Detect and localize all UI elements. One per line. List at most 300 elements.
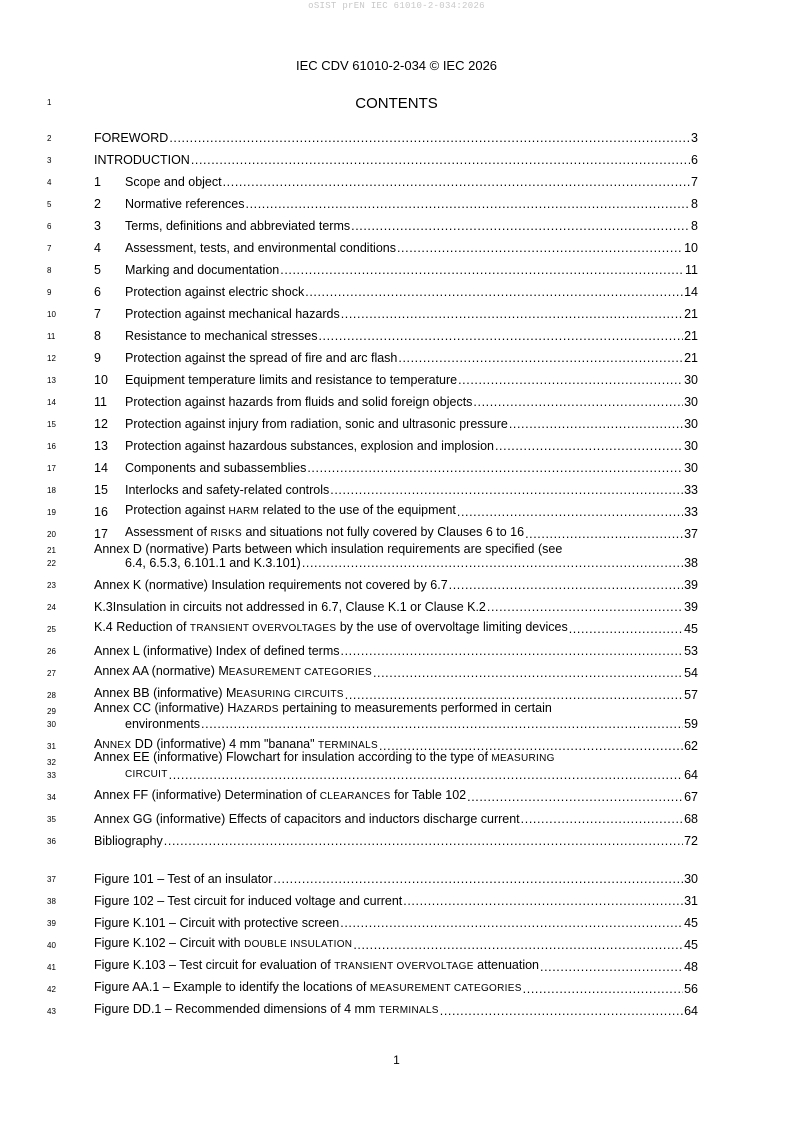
toc-entry-content [94,417,698,431]
toc-entry[interactable] [0,367,793,389]
toc-entry[interactable] [0,213,793,235]
toc-entry-label [125,556,301,570]
toc-entry-label [94,894,402,908]
entry-text: for Table 102 [390,788,467,802]
toc-entry[interactable] [0,125,793,147]
clause-number: 11 [94,395,107,409]
page-reference: 39 [684,578,698,592]
clause-number: 6 [94,285,101,299]
toc-entry-label [94,872,272,886]
toc-entry-label [125,307,340,321]
toc-entry[interactable] [0,888,793,910]
toc-entry[interactable] [0,660,793,682]
line-number: 42 [47,985,56,994]
line-number: 32 [47,758,56,767]
toc-entry-line [94,285,698,299]
toc-entry-line [94,1002,698,1018]
entry-text: Annex FF (informative) Determination of [94,788,320,802]
page-reference: 33 [684,483,698,497]
toc-entry[interactable] [0,345,793,367]
dot-leader [458,373,683,387]
defined-term: TRANSIENT OVERVOLTAGES [189,623,337,634]
dot-leader [345,688,683,702]
toc-entry-content [94,461,698,475]
toc-entry-line [94,307,698,321]
dot-leader [341,307,683,321]
entry-text: Annex CC (informative) H [94,701,237,715]
line-number: 9 [47,288,52,297]
toc-entry-content [94,916,698,930]
toc-entry[interactable] [0,701,793,733]
page-reference: 67 [684,790,698,804]
line-number: 2 [47,134,52,143]
toc-entry-content [94,664,698,680]
toc-entry[interactable] [0,594,793,616]
page-reference: 64 [684,1004,698,1018]
line-number: 6 [47,222,52,231]
page-reference: 30 [684,373,698,387]
entry-text: pertaining to measurements performed in certain [278,701,552,715]
toc-entry-label [125,395,472,409]
toc-entry-label [94,644,340,658]
toc-entry-line [94,373,698,387]
dot-leader [467,790,683,804]
toc-entry-label [125,503,456,519]
entry-text: Bibliography [94,834,163,848]
toc-entry[interactable] [0,638,793,660]
clause-number: 2 [94,197,101,211]
toc-entry-label [125,263,279,277]
defined-term: HARM [228,506,260,517]
toc-entry[interactable] [0,455,793,477]
toc-entry-line [94,894,698,908]
entry-text: Annex L (informative) Index of defined terms [94,644,340,658]
defined-term: TERMINALS [378,1005,439,1016]
toc-entry-line [94,812,698,826]
page-reference: 8 [691,197,698,211]
toc-entry[interactable] [0,784,793,806]
page-reference: 8 [691,219,698,233]
entry-text: Figure 102 – Test circuit for induced voltage and current [94,894,403,908]
toc-entry-line [94,503,698,519]
toc-entry-line [94,600,698,614]
line-number: 18 [47,486,56,495]
line-number: 35 [47,815,56,824]
toc-entry-content [94,894,698,908]
toc-entry-label [94,620,568,636]
line-number: 22 [47,559,56,568]
toc-entry-label [94,958,539,974]
entry-text: Annex AA (normative) M [94,664,229,678]
entry-text: attenuation [473,958,540,972]
line-number: 5 [47,200,52,209]
dot-leader [341,644,684,658]
page-reference: 10 [684,241,698,255]
defined-term: RISKS [210,528,242,539]
toc-entry-line [94,483,698,497]
entry-text: related to the use of the equipment [259,503,456,517]
page-reference: 57 [684,688,698,702]
dot-leader [449,578,683,592]
dot-leader [487,600,683,614]
toc-entry-label [125,483,329,497]
toc-entry-content [94,620,698,636]
dot-leader [440,1004,683,1018]
entry-text: Annex GG (informative) Effects of capacitors and inductors discharge current [94,812,520,826]
entry-text: environments [125,717,201,731]
toc-entry[interactable] [0,477,793,499]
dot-leader [540,960,683,974]
entry-text: Equipment temperature limits and resistance to temperature [125,373,458,387]
line-number: 39 [47,919,56,928]
entry-text: by the use of overvoltage limiting devices [336,620,568,634]
page-reference: 68 [684,812,698,826]
line-number: 12 [47,354,56,363]
toc-entry-content [94,219,698,233]
dot-leader [398,351,683,365]
toc-entry-content [94,834,698,848]
toc-entry[interactable] [0,910,793,932]
toc-entry-content [94,351,698,365]
page-reference: 30 [684,872,698,886]
page-reference: 30 [684,439,698,453]
toc-entry-line [94,241,698,255]
toc-entry-label [94,131,168,145]
line-number: 16 [47,442,56,451]
toc-entry-line [94,872,698,886]
toc-entry[interactable] [0,323,793,345]
dot-leader [457,505,683,519]
clause-number: 16 [94,505,108,519]
line-number: 30 [47,720,56,729]
defined-term: AZARDS [236,704,279,715]
entry-text: Figure K.103 – Test circuit for evaluation of [94,958,335,972]
toc-entry-line [94,329,698,343]
entry-text: Annex D (normative) Parts between which insulation requirements are specified (see [94,542,563,556]
toc-entry-content [94,578,698,592]
toc-entry-content [94,872,698,886]
entry-text: Protection against electric shock [125,285,305,299]
dot-leader [280,263,684,277]
page-reference: 21 [684,351,698,365]
clause-number: 15 [94,483,108,497]
entry-text: K.4 Reduction of [94,620,190,634]
toc-entry-line [94,936,698,952]
toc-entry-line [94,395,698,409]
toc-entry[interactable] [0,954,793,976]
dot-leader [473,395,683,409]
line-number: 37 [47,875,56,884]
toc-entry-content [94,395,698,409]
entry-text: Assessment, tests, and environmental conditions [125,241,396,255]
page-reference: 62 [684,739,698,753]
toc-entry-label [125,439,494,453]
toc-entry-content [94,936,698,952]
toc-entry-label [94,936,352,952]
toc-entry-content [94,175,698,189]
page-reference: 45 [684,938,698,952]
toc-entry-first-line [94,701,698,717]
toc-entry[interactable] [0,191,793,213]
dot-leader [201,717,683,731]
page-reference: 37 [684,527,698,541]
toc-entry-content [94,197,698,211]
line-number: 36 [47,837,56,846]
line-number: 14 [47,398,56,407]
toc-entry-content [94,263,698,277]
toc-entry[interactable] [0,543,793,572]
page-reference: 45 [684,622,698,636]
page-reference: 11 [685,263,698,277]
toc-entry[interactable] [0,389,793,411]
clause-number: 8 [94,329,101,343]
page-reference: 30 [684,417,698,431]
toc-entry[interactable] [0,147,793,169]
toc-entry[interactable] [0,616,793,638]
toc-entry-line [94,664,698,680]
toc-entry[interactable] [0,169,793,191]
entry-text: INTRODUCTION [94,153,190,167]
dot-leader [169,131,690,145]
dot-leader [495,439,683,453]
toc-entry-line [94,620,698,636]
toc-entry-line [94,219,698,233]
page-number: 1 [393,1053,400,1067]
dot-leader [373,666,683,680]
page-reference: 54 [684,666,698,680]
toc-entry-line [94,461,698,475]
dot-leader [397,241,683,255]
toc-entry-label [125,717,200,731]
line-number: 31 [47,742,56,751]
toc-entry-content [94,483,698,497]
defined-term: EASUREMENT CATEGORIES [228,667,372,678]
page-reference: 64 [684,768,698,782]
page-reference: 59 [684,717,698,731]
page-reference: 14 [684,285,698,299]
page-reference: 38 [684,556,698,570]
page-reference: 30 [684,395,698,409]
dot-leader [569,622,683,636]
toc-entry[interactable] [0,750,793,784]
line-number: 7 [47,244,52,253]
toc-entry-label [94,916,339,930]
page-reference: 53 [684,644,698,658]
toc-entry[interactable] [0,976,793,998]
toc-entry-label [94,1002,439,1018]
line-number: 13 [47,376,56,385]
toc-entry-label [94,812,520,826]
line-number: 20 [47,530,56,539]
toc-entry-content [94,542,698,570]
line-number: 27 [47,669,56,678]
line-number: 34 [47,793,56,802]
toc-entry-label [125,175,222,189]
clause-number: 10 [94,373,108,387]
toc-entry-label [125,219,350,233]
line-number: 40 [47,941,56,950]
toc-entry-content [94,373,698,387]
toc-entry[interactable] [0,806,793,828]
defined-term: TRANSIENT OVERVOLTAGE [334,961,474,972]
toc-entry-line [94,834,698,848]
entry-text: Protection against injury from radiation, sonic and ultrasonic pressure [125,417,508,431]
toc-entry[interactable] [0,301,793,323]
clause-number: 7 [94,307,101,321]
toc-entry[interactable] [0,235,793,257]
toc-entry-line [94,556,698,570]
toc-entry-first-line [94,750,698,766]
toc-entry-label [125,329,317,343]
toc-entry-content [94,241,698,255]
toc-entry-label [94,664,372,680]
toc-entry-content [94,153,698,167]
toc-entry-line [94,153,698,167]
entry-text: Assessment of [125,525,211,539]
toc-entry[interactable] [0,499,793,521]
toc-entry-line [94,958,698,974]
entry-text: DD (informative) 4 mm "banana" [131,737,319,751]
page-reference: 21 [684,329,698,343]
dot-leader [246,197,691,211]
toc-entry-content [94,131,698,145]
page-reference: 30 [684,461,698,475]
entry-text: and situations not fully covered by Clauses 6 to 16 [241,525,525,539]
dot-leader [353,938,683,952]
toc-entry-line [94,686,698,702]
toc-entry-content [94,644,698,658]
line-number: 26 [47,647,56,656]
toc-entry-content [94,285,698,299]
dot-leader [191,153,690,167]
toc-entry-label [125,461,306,475]
dot-leader [351,219,690,233]
defined-term: DOUBLE INSULATION [244,939,353,950]
entry-text: K.3Insulation in circuits not addressed in 6.7, Clause K.1 or Clause K.2 [94,600,486,614]
entry-text: Marking and documentation [125,263,280,277]
toc-entry-label [94,834,163,848]
dot-leader [169,768,683,782]
toc-entry-content [94,812,698,826]
toc-entry-label [125,373,457,387]
line-number: 11 [47,332,56,341]
entry-text: Terms, definitions and abbreviated terms [125,219,351,233]
entry-text: Protection against hazardous substances, explosion and implosion [125,439,494,453]
toc-entry-line [94,439,698,453]
clause-number: 12 [94,417,108,431]
entry-text: 6.4, 6.5.3, 6.101.1 and K.3.101) [125,556,301,570]
line-number: 24 [47,603,56,612]
clause-number: 4 [94,241,101,255]
entry-text: Annex EE (informative) Flowchart for insulation according to the type of [94,750,492,764]
entry-text: Protection against hazards from fluids and solid foreign objects [125,395,473,409]
dot-leader [318,329,683,343]
toc-entry-content [94,600,698,614]
toc-entry[interactable] [0,572,793,594]
toc-entry-content [94,686,698,702]
toc-entry-content [94,958,698,974]
line-number: 33 [47,771,56,780]
toc-entry-label [125,241,396,255]
line-number: 41 [47,963,56,972]
line-number: 15 [47,420,56,429]
toc-entry[interactable] [0,828,793,850]
toc-entry-line [94,578,698,592]
toc-entry-line [94,197,698,211]
entry-text: Interlocks and safety-related controls [125,483,330,497]
clause-number: 3 [94,219,101,233]
dot-leader [523,982,683,996]
entry-text: Protection against mechanical hazards [125,307,340,321]
page-reference: 31 [684,894,698,908]
toc-entry-label [94,578,448,592]
line-number: 29 [47,707,56,716]
defined-term: NNEX [102,740,132,751]
line-number: 17 [47,464,56,473]
toc-entry[interactable] [0,998,793,1020]
toc-entry-label [94,600,486,614]
entry-text: Scope and object [125,175,222,189]
defined-term: CLEARANCES [319,791,391,802]
toc-entry-label [125,417,508,431]
toc-entry-content [94,307,698,321]
dot-leader [305,285,683,299]
dot-leader [403,894,683,908]
table-of-contents [0,125,793,1020]
entry-text: Figure K.101 – Circuit with protective screen [94,916,340,930]
entry-text: Figure AA.1 – Example to identify the locations of [94,980,370,994]
line-number: 4 [47,178,52,187]
toc-entry[interactable] [0,279,793,301]
toc-entry-content [94,525,698,541]
line-number: 23 [47,581,56,590]
toc-entry-first-line [94,542,698,556]
dot-leader [509,417,683,431]
page-reference: 48 [684,960,698,974]
toc-entry-label [125,285,304,299]
toc-entry-line [94,263,698,277]
page-reference: 56 [684,982,698,996]
dot-leader [330,483,683,497]
dot-leader [223,175,690,189]
toc-entry[interactable] [0,257,793,279]
entry-text: Figure DD.1 – Recommended dimensions of 4 mm [94,1002,379,1016]
dot-leader [302,556,683,570]
clause-number: 17 [94,527,108,541]
toc-entry-line [94,131,698,145]
toc-entry[interactable] [0,932,793,954]
toc-entry[interactable] [0,411,793,433]
entry-text: Protection against the spread of fire and arc flash [125,351,398,365]
toc-entry-line [94,351,698,365]
toc-entry-line [94,644,698,658]
toc-entry[interactable] [0,521,793,543]
page-title: CONTENTS [355,95,438,112]
defined-term: TERMINALS [318,740,378,751]
toc-entry[interactable] [0,866,793,888]
defined-term: MEASUREMENT CATEGORIES [369,983,522,994]
clause-number: 5 [94,263,101,277]
toc-entry-line [94,417,698,431]
toc-entry-content [94,329,698,343]
toc-entry-label [94,980,522,996]
entry-text: FOREWORD [94,131,169,145]
toc-entry[interactable] [0,433,793,455]
line-number: 8 [47,266,52,275]
toc-entry-line [94,788,698,804]
toc-entry-line [94,175,698,189]
toc-entry-label [94,788,466,804]
